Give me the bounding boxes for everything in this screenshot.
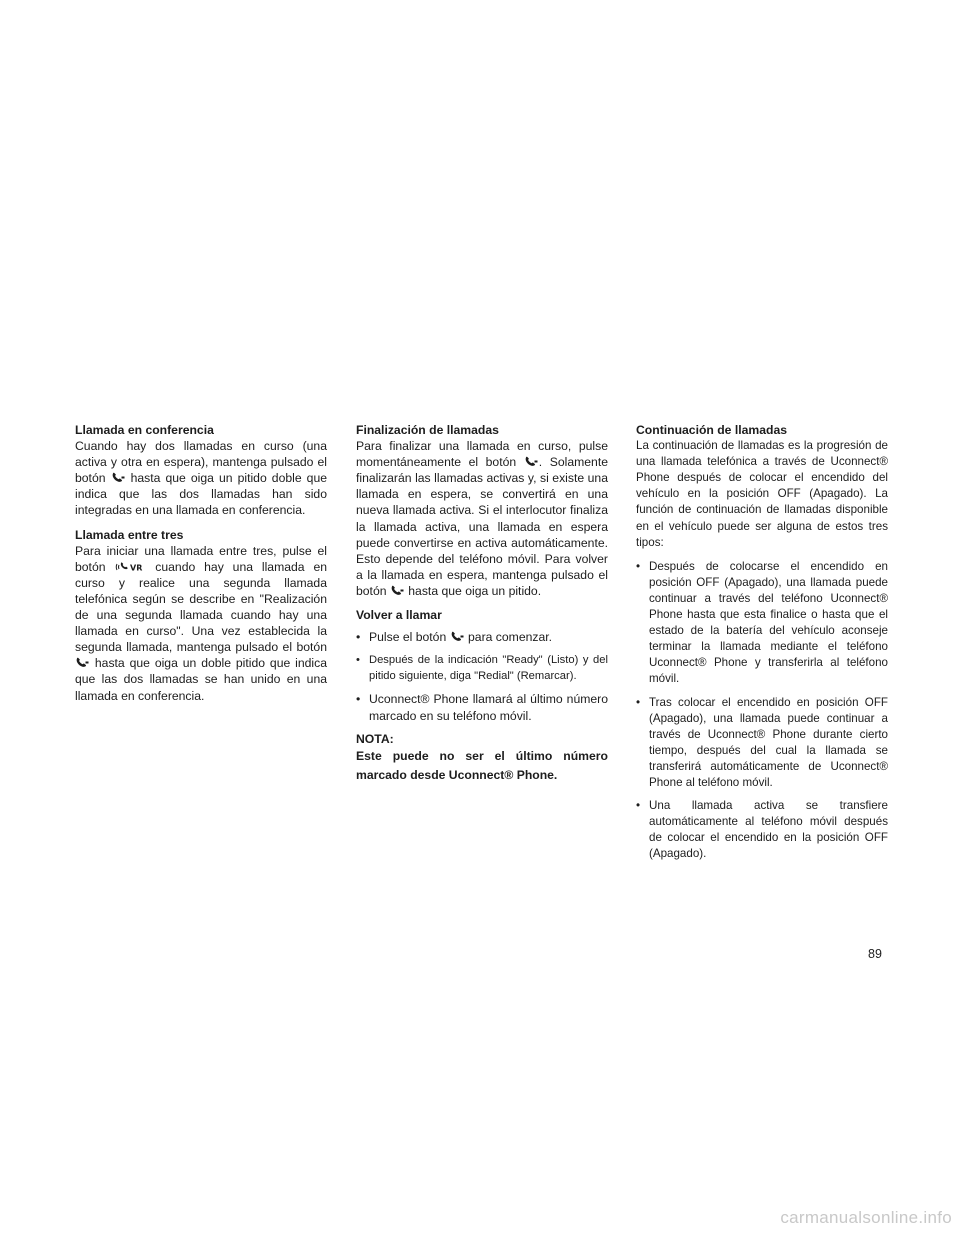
page-number: 89 [868,947,882,961]
heading-conference-call: Llamada en conferencia [75,423,214,437]
list-item: • Uconnect® Phone llamará al último número marcado en su teléfono móvil. [356,692,608,723]
voice-recognition-icon [115,561,145,573]
heading-call-continuation: Continuación de llamadas [636,423,788,437]
list-item: • Después de colocarse el encendido en posición OFF (Apagado), una llamada puede continuar a través del teléfono Uconnect® Phone hasta que esta finalice o hasta que el estado de la batería del vehículo aconseje terminar la llamada mediante el teléfono Uconnect® Phone y transferirla al teléfono móvil. [636,559,888,686]
svg-text:VR: VR [130,563,143,573]
list-item: • Después de la indicación "Ready" (Listo) y del pitido siguiente, diga "Redial" (Remarcar). [356,654,608,683]
note-title: NOTA: [356,731,394,746]
list-item: • Una llamada activa se transfiere automáticamente al teléfono móvil después de colocar el encendido en la posición OFF (Apagado). [636,799,888,861]
list-item: • Tras colocar el encendido en posición OFF (Apagado), una llamada puede continuar a través de Uconnect® Phone durante cierto tiempo, después del cual la llamada se transferirá automáticamente de Uconnect® Phone al teléfono móvil. [636,695,888,789]
phone-icon [76,657,89,668]
column-middle [356,422,608,785]
heading-ending-calls: Finalización de llamadas [356,423,499,437]
bullet: • [356,692,361,707]
paragraph-conference-call: Cuando hay dos llamadas en curso (una activa y otra en espera), mantenga pulsado el botón hasta que oiga un pitido doble que indica que las dos llamadas han sido integradas en una llamada en conferencia. [75,439,327,518]
bullet: • [636,559,641,573]
list-item: • Pulse el botón para comenzar. [356,630,553,645]
column-left [75,422,327,704]
phone-icon [451,631,464,642]
bullet: • [356,654,360,667]
paragraph-three-way-call: Para iniciar una llamada entre tres, pulse el botón VR cuando hay una llamada en curso y realice una segunda llamada telefónica según se describe en "Realización de una segunda llamada cuando hay una llamada en curso". Una vez establecida la segunda llamada, mantenga pulsado el botón hasta que oiga un doble pitido que indica que las dos llamadas se han unido en una llamada en conferencia. [75,543,328,703]
paragraph-call-continuation: La continuación de llamadas es la progresión de una llamada telefónica a través de Uconnect® Phone después de colocar el encendido del vehículo en la posición OFF (Apagado). La función de continuación de llamadas disponible en el vehículo puede ser alguna de estos tres tipos: [636,439,888,549]
phone-icon [112,472,125,483]
phone-icon [525,456,538,467]
bullet: • [636,695,641,709]
note-body: Este puede no ser el último número marcado desde Uconnect® Phone. [356,748,608,782]
bullet: • [636,799,641,813]
phone-icon [391,585,404,596]
heading-redial: Volver a llamar [356,608,442,623]
column-right [636,422,888,869]
continuation-types-list [636,559,888,863]
heading-three-way-call: Llamada entre tres [75,527,184,542]
redial-steps-list [356,629,608,723]
bullet: • [356,630,361,645]
watermark: carmanualsonline.info [780,1208,952,1227]
paragraph-ending-calls: Para finalizar una llamada en curso, pulse momentáneamente el botón . Solamente finalizarán las llamadas activas y, si existe una llamada en espera, se convertirá en una nueva llamada activa. Si el interlocutor finaliza la llamada activa, una llamada en espera puede convertirse en activa automáticamente. Esto depende del teléfono móvil. Para volver a la llamada en espera, mantenga pulsado el botón hasta que oiga un pitido. [356,439,608,598]
